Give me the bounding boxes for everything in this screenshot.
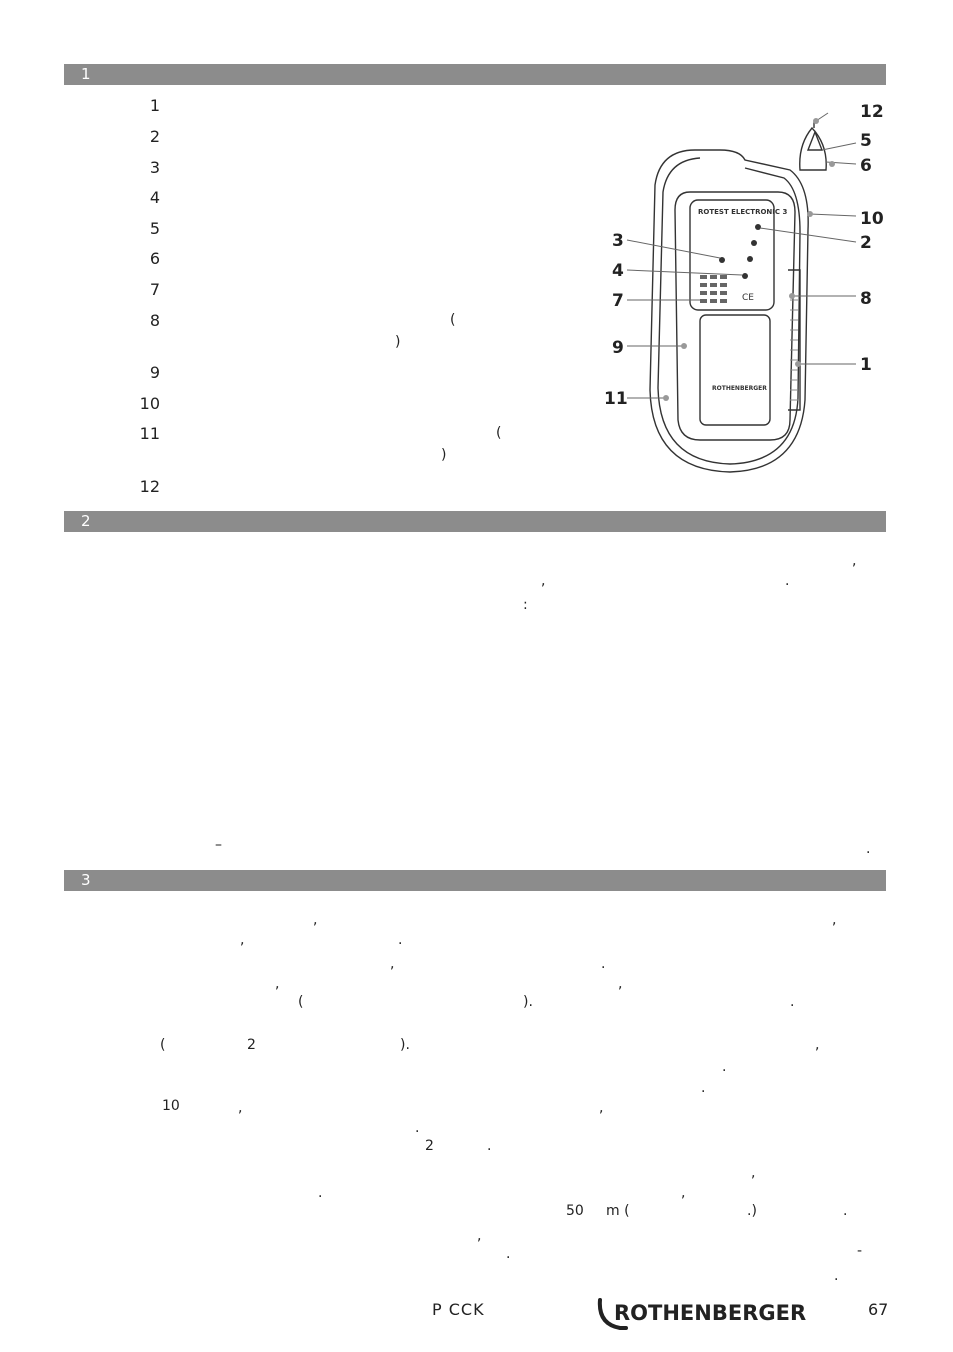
callout-3: 3 [612, 231, 624, 251]
section3-fragment: , [681, 1185, 686, 1201]
section2-fragment: – [215, 837, 222, 853]
callout-10: 10 [860, 209, 884, 229]
section3-fragment: ( [298, 994, 304, 1010]
section-header-3 [64, 870, 886, 891]
callout-7: 7 [612, 291, 624, 311]
legend-number-12: 12 [139, 477, 160, 496]
section3-fragment: . [843, 1203, 848, 1219]
section-number: 3 [81, 871, 91, 889]
section3-fragment: ). [523, 994, 533, 1010]
section3-fragment: . [487, 1138, 492, 1154]
callout-9: 9 [612, 338, 624, 358]
legend-number-2: 2 [149, 127, 160, 146]
legend-number-7: 7 [149, 280, 160, 299]
page-number: 67 [868, 1300, 889, 1319]
callout-11: 11 [604, 389, 628, 409]
callout-4: 4 [612, 261, 624, 281]
section3-fragment: 2 [247, 1037, 256, 1053]
section3-fragment: m ( [606, 1203, 630, 1219]
section3-fragment: , [751, 1165, 756, 1181]
legend-number-6: 6 [149, 249, 160, 268]
section3-fragment: , [275, 976, 280, 992]
legend-item11-open-paren: ( [496, 425, 502, 441]
section3-fragment: 50 [566, 1203, 584, 1219]
section3-fragment: , [832, 912, 837, 928]
section3-fragment: , [390, 956, 395, 972]
callout-5: 5 [860, 131, 872, 151]
legend-number-4: 4 [149, 188, 160, 207]
section3-fragment: 10 [162, 1098, 180, 1114]
section3-fragment: . [601, 956, 606, 972]
section3-fragment: . [398, 932, 403, 948]
section3-fragment: .) [747, 1203, 757, 1219]
callout-8: 8 [860, 289, 872, 309]
legend-number-11: 11 [139, 424, 160, 443]
section3-fragment: , [618, 976, 623, 992]
section-header-1 [64, 64, 886, 85]
logo-wordmark: ROTHENBERGER [614, 1301, 807, 1325]
section2-fragment: , [852, 553, 857, 569]
section2-fragment: . [785, 573, 790, 589]
section3-fragment: , [599, 1100, 604, 1116]
section3-fragment: . [834, 1268, 839, 1284]
callout-6: 6 [860, 156, 872, 176]
legend-number-8: 8 [149, 311, 160, 330]
section3-fragment: , [238, 1100, 243, 1116]
section3-fragment: ). [400, 1037, 410, 1053]
footer-language: P CCK [432, 1300, 485, 1319]
section3-fragment: ( [160, 1037, 166, 1053]
section3-fragment: , [477, 1228, 482, 1244]
callout-1: 1 [860, 355, 872, 375]
section2-fragment: , [541, 573, 546, 589]
section3-fragment: , [815, 1037, 820, 1053]
legend-item11-close-paren: ) [441, 447, 447, 463]
rothenberger-logo [596, 1296, 836, 1332]
section2-fragment: . [866, 841, 871, 857]
section3-fragment: , [240, 932, 245, 948]
device-title-label: ROTEST ELECTRONIC 3 [698, 208, 788, 216]
legend-number-9: 9 [149, 363, 160, 382]
legend-number-1: 1 [149, 96, 160, 115]
callout-12: 12 [860, 102, 884, 122]
section3-fragment: - [857, 1243, 863, 1259]
device-brand-label: ROTHENBERGER [712, 385, 767, 392]
legend-number-5: 5 [149, 219, 160, 238]
section-header-2 [64, 511, 886, 532]
legend-number-10: 10 [139, 394, 160, 413]
legend-item8-open-paren: ( [450, 312, 456, 328]
section3-fragment: . [790, 994, 795, 1010]
section3-fragment: . [318, 1185, 323, 1201]
section3-fragment: . [722, 1059, 727, 1075]
ce-mark: CE [742, 293, 754, 303]
section-number: 2 [81, 512, 91, 530]
legend-item8-close-paren: ) [395, 334, 401, 350]
device-illustration [596, 96, 888, 492]
section3-fragment: . [415, 1120, 420, 1136]
legend-number-3: 3 [149, 158, 160, 177]
section3-fragment: 2 [425, 1138, 434, 1154]
section2-fragment: : [523, 597, 528, 613]
section3-fragment: . [701, 1080, 706, 1096]
section3-fragment: . [506, 1246, 511, 1262]
section-number: 1 [81, 65, 91, 83]
callout-2: 2 [860, 233, 872, 253]
section3-fragment: , [313, 912, 318, 928]
